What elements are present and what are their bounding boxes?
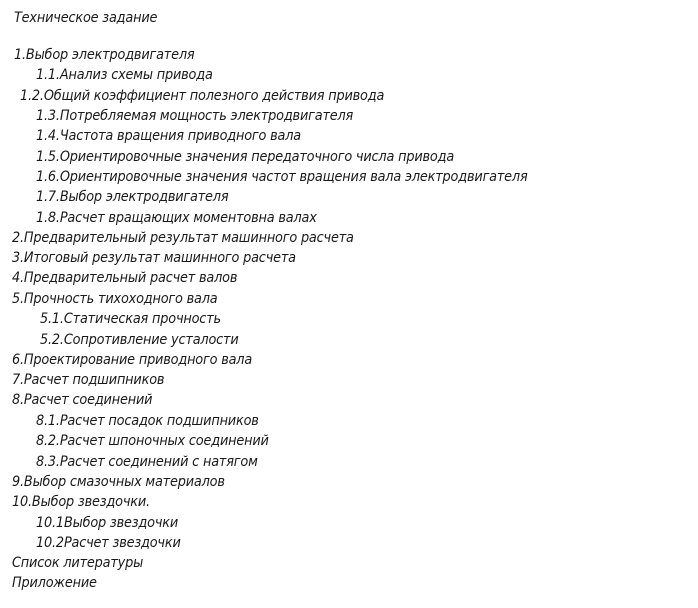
- toc-item: 2.Предварительный результат машинного расчета: [12, 230, 354, 246]
- toc-item: 1.4.Частота вращения приводного вала: [36, 128, 301, 144]
- toc-item: 6.Проектирование приводного вала: [12, 352, 253, 368]
- toc-item: 10.Выбор звездочки.: [12, 494, 150, 510]
- toc-item: 1.Выбор электродвигателя: [14, 47, 195, 63]
- toc-item: 8.2.Расчет шпоночных соединений: [36, 433, 269, 449]
- toc-item: Список литературы: [12, 555, 144, 571]
- toc-item: 8.3.Расчет соединений с натягом: [36, 454, 258, 470]
- toc-item: 10.1Выбор звездочки: [36, 515, 179, 531]
- toc-item: 5.1.Статическая прочность: [40, 311, 221, 327]
- toc-item: 8.1.Расчет посадок подшипников: [36, 413, 259, 429]
- toc-item: 1.6.Ориентировочные значения частот вращения вала электродвигателя: [36, 169, 528, 185]
- toc-item: 7.Расчет подшипников: [12, 372, 165, 388]
- document-title: Техническое задание: [14, 10, 158, 26]
- toc-item: 1.5.Ориентировочные значения передаточного числа привода: [36, 149, 455, 165]
- toc-item: 1.8.Расчет вращающих моментовна валах: [36, 210, 317, 226]
- toc-item: 8.Расчет соединений: [12, 392, 153, 408]
- toc-item: 3.Итоговый результат машинного расчета: [12, 250, 296, 266]
- toc-item: Приложение: [12, 575, 97, 591]
- toc-item: 10.2Расчет звездочки: [36, 535, 181, 551]
- toc-item: 9.Выбор смазочных материалов: [12, 474, 225, 490]
- toc-item: 1.3.Потребляемая мощность электродвигателя: [36, 108, 354, 124]
- toc-item: 1.1.Анализ схемы привода: [36, 67, 213, 83]
- toc-item: 4.Предварительный расчет валов: [12, 270, 238, 286]
- toc-item: 1.7.Выбор электродвигателя: [36, 189, 229, 205]
- toc-item: 5.Прочность тихоходного вала: [12, 291, 218, 307]
- toc-item: 5.2.Сопротивление усталости: [40, 332, 239, 348]
- toc-item: 1.2.Общий коэффициент полезного действия привода: [20, 88, 385, 104]
